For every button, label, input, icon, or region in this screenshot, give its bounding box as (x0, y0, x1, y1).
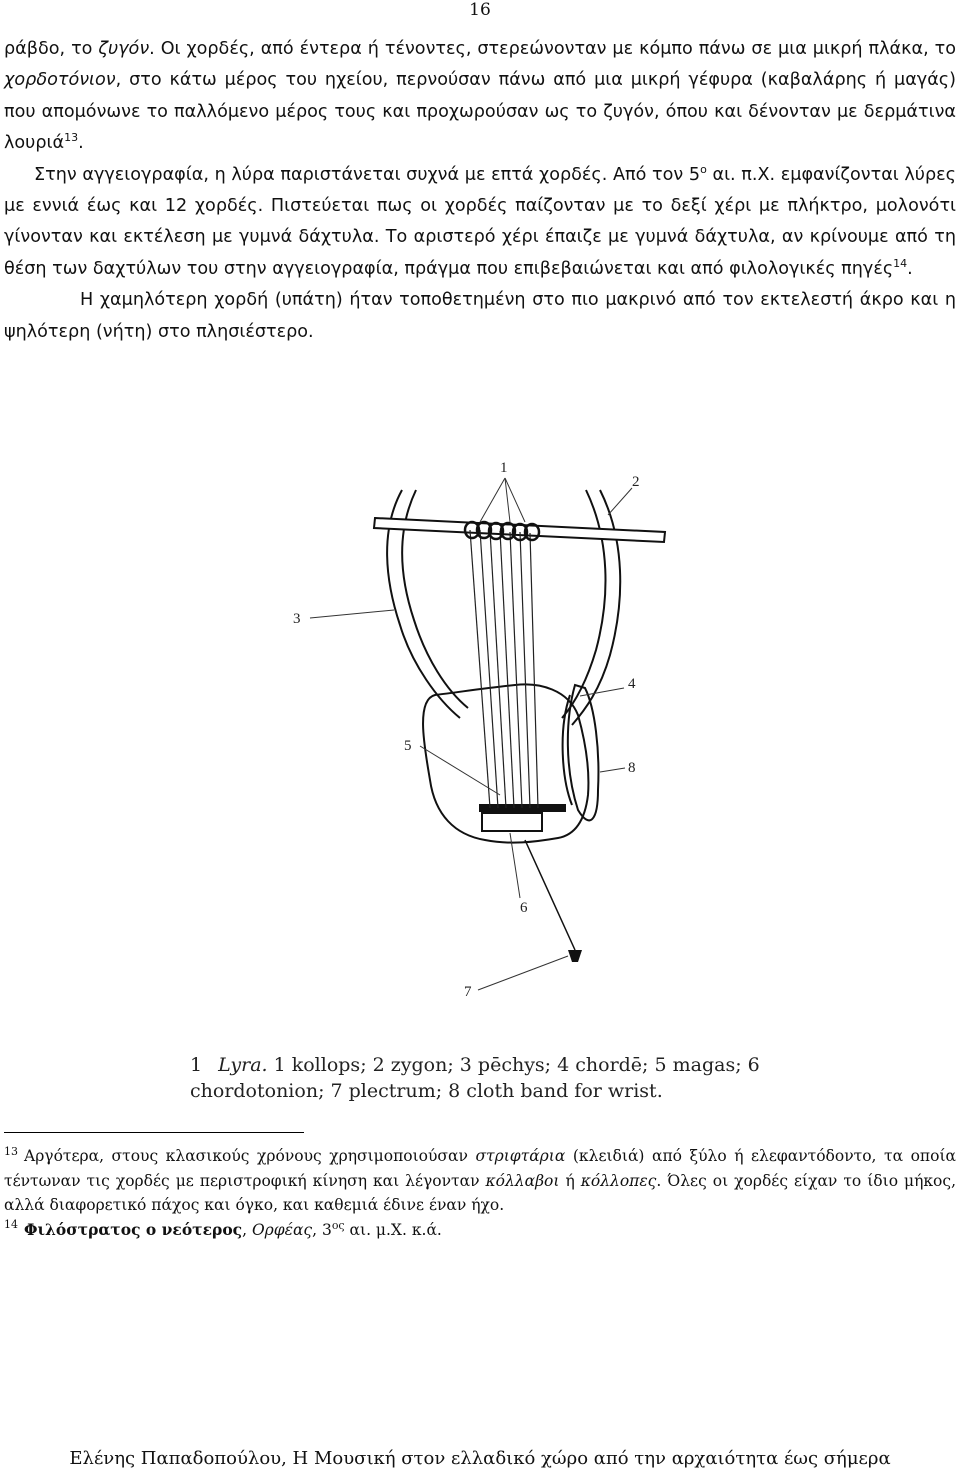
lyre-strings (470, 530, 538, 808)
label-8: 8 (628, 760, 636, 776)
paragraph-2 (4, 160, 956, 286)
ordinal-suffix: ο (700, 162, 707, 176)
lyre-string (530, 533, 538, 808)
text-run: Στην αγγειογραφία, η λύρα παριστάνεται συχνά με επτά χορδές. Από τον 5 (34, 164, 701, 185)
text-run: . Οι χορδές, από έντερα ή τένοντες, στερεώνονταν με κόμπο πάνω σε μια μικρή πλάκα, το (149, 39, 957, 59)
text-run: (κλειδιά) από ξύλο ή ελεφαντόδοντο, τα οποία τέντωναν τις χορδές με περιστροφική κίνηση και λέγονταν (4, 1147, 956, 1190)
text-run: ή (559, 1171, 581, 1190)
lyre-crossbar (374, 518, 665, 542)
lyre-chordotonion (482, 813, 542, 831)
text-run: ράβδο, το (4, 39, 99, 59)
footnote-13 (4, 1144, 956, 1218)
lyre-kollopes (465, 522, 539, 540)
lyre-figure (180, 450, 780, 1020)
label-2: 2 (632, 474, 640, 490)
paragraph-1 (4, 34, 956, 160)
caption-number: 1 (190, 1054, 203, 1076)
caption-text: 1 kollops; 2 zygon; 3 pēchys; 4 chordē; 5 magas; 6 chordotonion; 7 plectrum; 8 cloth band for wrist. (190, 1054, 760, 1102)
page-number: 16 (469, 0, 491, 20)
text-run: αι. π.Χ. εμφανίζονται λύρες με εννιά έως και 12 χορδές. Πιστεύεται πως οι χορδές παίζονταν με το δεξί χέρι με πλήκτρο, μολονότι γίνονταν και εκτέλεση με γυμνά δάχτυλα. Το αριστερό χέρι έπαιζε με γυμνά δάχτυλα, αν κρίνουμε από τη θέση των δαχτύλων του στην αγγειογραφία, πράγμα που επιβεβαιώνεται και από φιλολογικές πηγές (4, 164, 956, 279)
term-zygon: ζυγόν (98, 39, 150, 59)
lyre-plectrum (525, 840, 582, 962)
term-kollopes: κόλλοπες (580, 1171, 657, 1190)
lyre-string (470, 530, 490, 808)
label-4: 4 (628, 676, 636, 692)
term-kollavoi: κόλλαβοι (485, 1171, 560, 1190)
caption-title: Lyra. (218, 1054, 268, 1076)
text-run: . (907, 258, 913, 279)
lyre-diagram (180, 450, 780, 1020)
footnote-ref-14[interactable]: 14 (893, 256, 908, 270)
label-1: 1 (500, 460, 508, 476)
text-run: , 3 (312, 1220, 332, 1239)
label-5: 5 (404, 738, 412, 754)
text-run: αι. μ.Χ. κ.ά. (344, 1220, 442, 1239)
lyre-string (490, 531, 506, 808)
figure-caption (190, 1052, 790, 1104)
ordinal-suffix: ος (331, 1218, 345, 1232)
footnote-mark: 14 (4, 1218, 18, 1232)
footnote-ref-13[interactable]: 13 (64, 131, 79, 145)
footnote-author: Φιλόστρατος ο νεότερος (24, 1219, 243, 1239)
footnote-14 (4, 1218, 956, 1243)
page-footer: Ελένης Παπαδοπούλου, Η Μουσική στον ελλαδικό χώρο από την αρχαιότητα έως σήμερα (69, 1448, 891, 1469)
term-chordotonion: χορδοτόνιον (4, 70, 116, 91)
text-run: , (242, 1220, 252, 1239)
footnote-divider (4, 1132, 304, 1133)
text-run: . (78, 133, 84, 154)
body-text (4, 34, 956, 348)
footnotes (4, 1144, 956, 1242)
text-run: . Όλες οι χορδές είχαν το ίδιο μήκος, αλλά διαφορετικό πάχος και όγκο, και καθεμιά έδινε έναν ήχο. (4, 1171, 956, 1214)
footnote-mark: 13 (4, 1144, 18, 1158)
text-run: Αργότερα, στους κλασικούς χρόνους χρησιμοποιούσαν (24, 1147, 476, 1165)
label-7: 7 (464, 984, 472, 1000)
footnote-work: Ορφέας (251, 1220, 313, 1239)
term-strifaria: στριφτάρια (475, 1147, 566, 1165)
label-6: 6 (520, 900, 528, 916)
paragraph-3: Η χαμηλότερη χορδή (υπάτη) ήταν τοποθετημένη στο πιο μακρινό από τον εκτελεστή άκρο και η ψηλότερη (νήτη) στο πλησιέστερο. (4, 290, 956, 342)
text-run: , στο κάτω μέρος του ηχείου, περνούσαν πάνω από μια μικρή γέφυρα (καβαλάρης ή μαγάς) που απομόνωνε το παλλόμενο μέρος τους και προχωρούσαν ως το ζυγόν, όπου και δένονταν με δερμάτινα λουριά (4, 70, 956, 154)
lyre-string (520, 532, 530, 808)
lyre-string (480, 530, 498, 808)
label-3: 3 (293, 611, 301, 627)
